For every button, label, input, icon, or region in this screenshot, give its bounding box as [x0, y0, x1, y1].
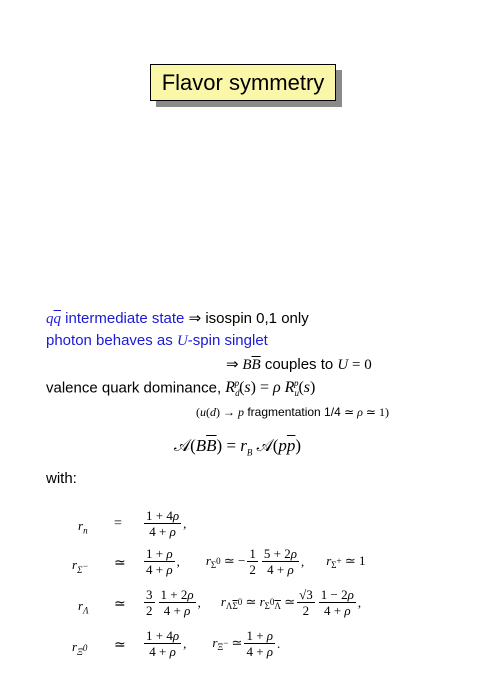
rel-eq: = [114, 516, 122, 531]
u-symbol: U [176, 333, 188, 349]
couples-text: couples to [264, 356, 334, 373]
line-photon [46, 332, 268, 350]
isospin-text: ⇒ isospin 0,1 only [188, 310, 309, 327]
qqbar-label: intermediate state [65, 310, 185, 327]
row-rn: $\frac{1 + 4\rho}{4 + \rho}$ , [146, 508, 187, 539]
frac-rxi-minus: $\frac{1 + \rho}{4 + \rho}$ [246, 628, 274, 659]
singlet-text: -spin singlet [187, 332, 268, 349]
frac-rxi-zero: $\frac{1 + 4\rho}{4 + \rho}$ [146, 628, 180, 659]
line-valence [46, 378, 315, 399]
photon-text: photon behaves as [46, 332, 173, 349]
frac-sqrt3-half: $\frac{√3}{2}$ [299, 587, 313, 618]
amplitude-equation: $𝒜(B\overline{B}) = r_B$ $𝒜(p\overline{p})$ [174, 436, 302, 458]
frac-rsigma-zero: $\frac{5 + 2\rho}{4 + \rho}$ [263, 546, 297, 577]
line-qqbar [46, 309, 309, 328]
frac-three-halves: $\frac{3}{2}$ [146, 587, 153, 618]
u-zero: U = 0 [337, 357, 372, 373]
valence-text: valence quark dominance, [46, 379, 222, 397]
line-couples [226, 355, 372, 374]
frac-rlambda: $\frac{1 + 2\rho}{4 + \rho}$ [160, 587, 194, 618]
row-rlambda: $\frac{3}{2}$ $\frac{1 + 2\rho}{4 + \rho}$ , $r_{\Lambda\overline{\Sigma}^0}$ ≃ $r_{\Sigma^0\overline{\Lambda}}$ ≃ $\frac{√3}{2}$ $\frac{1 - 2\rho}{4 + \rho}$ , [146, 587, 362, 618]
arrow-bb: ⇒ $B\overline{B}$ [226, 357, 261, 373]
qqbar-symbol: $q\overline{q}$ [46, 311, 61, 327]
frag-range: ≃ ρ ≃ 1) [344, 405, 389, 419]
page-title-text: Flavor symmetry [161, 69, 325, 95]
frac-half: $\frac{1}{2}$ [249, 546, 256, 577]
row-rsigma: $\frac{1 + \rho}{4 + \rho}$ , $r_{\Sigma^0}$ ≃ − $\frac{1}{2}$ $\frac{5 + 2\rho}{4 + \rho}$ , $r_{\Sigma^+}$ ≃ 1 [146, 546, 366, 577]
lhs-rlambda: $r_\Lambda$ [78, 598, 89, 616]
lhs-rxi-zero: $r_{\Xi^0}$ [72, 639, 88, 657]
lhs-rsigma-minus: $r_{\Sigma^-}$ [72, 557, 89, 575]
row-rxi: $\frac{1 + 4\rho}{4 + \rho}$ , $r_{\Xi^-}$ ≃ $\frac{1 + \rho}{4 + \rho}$ . [146, 628, 281, 659]
frac-rsigma-minus: $\frac{1 + \rho}{4 + \rho}$ [146, 546, 173, 577]
frac-rlambda-sigma: $\frac{1 - 2\rho}{4 + \rho}$ [320, 587, 354, 618]
line-fragmentation [196, 405, 389, 420]
lhs-rn: $r_n$ [78, 518, 88, 536]
with-label: with: [46, 470, 77, 487]
frag-open: (u(d) → p [196, 405, 244, 419]
frag-text: fragmentation 1/4 [247, 405, 341, 419]
frac-rn: $\frac{1 + 4\rho}{4 + \rho}$ [146, 508, 180, 539]
rel-approx: ≃ [114, 597, 126, 612]
main-equation [174, 436, 301, 457]
r-relation: $R_d^p(s) = \rho$ $R_u^p(s)$ [225, 378, 316, 399]
page-title [150, 64, 336, 101]
rel-approx: ≃ [114, 638, 126, 653]
rel-approx: ≃ [114, 556, 126, 571]
